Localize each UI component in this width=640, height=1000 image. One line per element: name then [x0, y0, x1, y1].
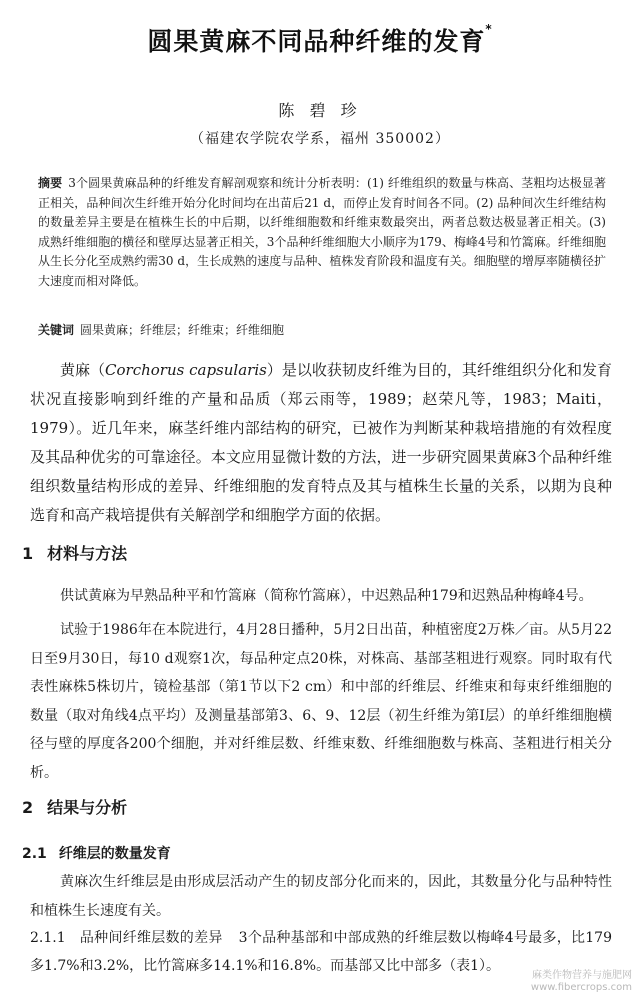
abstract-label: 摘要 [38, 176, 63, 190]
abstract [38, 174, 606, 291]
intro-paragraph [30, 356, 612, 530]
subsection-number: 2.1 [22, 846, 47, 862]
title-footnote-mark: * [485, 22, 493, 36]
intro-text-pre: 黄麻（ [60, 361, 106, 379]
section-title: 材料与方法 [47, 544, 128, 563]
author-affiliation: （福建农学院农学系，福州 350002） [190, 131, 450, 147]
subsection-title: 纤维层的数量发育 [58, 846, 171, 862]
methods-paragraph-1: 供试黄麻为早熟品种平和竹篙麻（简称竹篙麻），中迟熟品种179和迟熟品种梅峰4号。 [60, 588, 593, 604]
paper-title [0, 22, 640, 58]
intro-text-post: ）是以收获韧皮纤维为目的，其纤维组织分化和发育状况直接影响到纤维的产量和品质（郑云雨等，1989；赵荣凡等，1983；Maiti，1979）。近几年来，麻茎纤维内部结构的研究，已被作为判断某种栽培措施的有效程度及其品种优劣的可靠途径。本文应用显微计数的方法，进一步研究圆果黄麻3个品种纤维组织数量结构形成的差异、纤维细胞的发育特点及其与植株生长量的关系，以期为良种选育和高产栽培提供有关解剖学和细胞学方面的依据。 [30, 361, 612, 524]
subsubsection-number: 2.1.1 [30, 930, 66, 946]
methods-paragraph-2: 试验于1986年在本院进行，4月28日播种，5月2日出苗，种植密度2万株／亩。从5月22日至9月30日，每10 d观察1次，每品种定点20株，对株高、基部茎粗进行观察。同时取有代表性麻株5株切片，镜检基部（第1节以下2 cm）和中部的纤维层、纤维束和每束纤维细胞的数量（取对角线4点平均）及测量基部第3、6、9、12层（初生纤维为第Ⅰ层）的单纤维细胞横径与壁的厚度各200个细胞，并对纤维层数、纤维束数、纤维细胞数与株高、茎粗进行相关分析。 [30, 622, 612, 781]
subsubsection-paragraph [30, 924, 612, 980]
section-number: 1 [22, 544, 34, 563]
keywords-text: 圆果黄麻；纤维层；纤维束；纤维细胞 [80, 323, 285, 337]
title-text: 圆果黄麻不同品种纤维的发育 [147, 27, 486, 56]
results-paragraph-1: 黄麻次生纤维层是由形成层活动产生的韧皮部分化而来的，因此，其数量分化与品种特性和植株生长速度有关。 [30, 874, 612, 919]
watermark-line-2: www.fibercrops.com [530, 982, 632, 993]
subsubsection-title: 品种间纤维层数的差异 [79, 930, 223, 946]
keywords [38, 320, 606, 340]
section-number: 2 [22, 798, 34, 817]
abstract-text: 3个圆果黄麻品种的纤维发育解剖观察和统计分析表明：(1) 纤维组织的数量与株高、茎粗均达极显著正相关，品种间次生纤维开始分化时间均在出苗后21 d，而停止发育时间各不同。(2) 品种间次生纤维结构的数量差异主要是在植株生长的中后期，以纤维细胞数和纤维束数最突出，两者总数达极显著正相关。(3) 成熟纤维细胞的横径和壁厚达显著正相关，3个品种纤维细胞大小顺序为179、梅峰4号和竹篙麻。纤维细胞从生长分化至成熟约需30 d，生长成熟的速度与品种、植株发育阶段和温度有关。细胞壁的增厚率随横径扩大速度而相对降低。 [38, 176, 606, 288]
section-heading-results [22, 795, 127, 818]
subsubsection-text: 3个品种基部和中部成熟的纤维层数以梅峰4号最多，比179多1.7%和3.2%，比竹篙麻多14.1%和16.8%。而基部又比中部多（表1）。 [30, 930, 613, 974]
intro-latin-name: Corchorus capsularis [105, 361, 267, 379]
subsection-heading-fiber-layers [22, 843, 171, 863]
section-heading-methods [22, 541, 127, 564]
watermark-line-1: 麻类作物营养与施肥网 [532, 970, 632, 981]
author-name: 陈 碧 珍 [278, 101, 362, 120]
section-title: 结果与分析 [47, 798, 128, 817]
site-watermark [531, 970, 632, 994]
keywords-label: 关键词 [38, 323, 75, 337]
